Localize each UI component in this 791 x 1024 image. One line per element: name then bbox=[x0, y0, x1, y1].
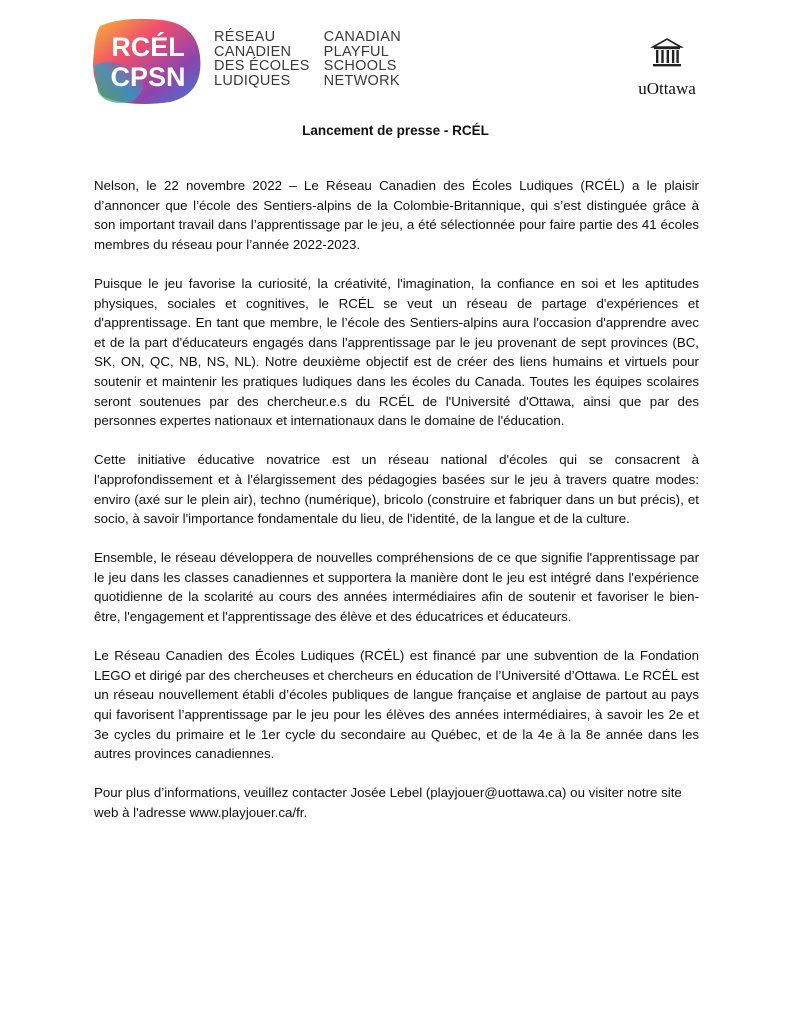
logo-en-line: CANADIAN bbox=[323, 29, 402, 45]
logo-english-name bbox=[324, 30, 401, 88]
uottawa-logo bbox=[627, 36, 707, 99]
logo-en-line: NETWORK bbox=[323, 72, 400, 89]
logo-en-line: PLAYFUL bbox=[323, 43, 390, 60]
logo-wordmark bbox=[214, 30, 401, 88]
logo-fr-line: LUDIQUES bbox=[214, 72, 291, 89]
logo-fr-line: RÉSEAU bbox=[214, 29, 276, 45]
page-header bbox=[92, 10, 707, 106]
paragraph-network-goals: Puisque le jeu favorise la curiosité, la créativité, l'imagination, la confiance en soi et les aptitudes physiques, sociales et cognitives, le RCÉL se veut un réseau de partage d'expériences et d'apprentissage. En tant que membre, le l’école des Sentiers-alpins aura l'occasion d'apprendre avec et de la part d'éducateurs engagés dans l'apprentissage par le jeu provenant de sept provinces (BC, SK, ON, QC, NB, NS, NL). Notre deuxième objectif est de créer des liens humains et virtuels pour soutenir et maintenir les pratiques ludiques dans les écoles du Canada. Toutes les équipes scolaires seront soutenues par des chercheur.e.s du RCÉL de l'Université d'Ottawa, ainsi que par des personnes expertes nationaux et internationaux dans le domaine de l'éducation. bbox=[94, 275, 699, 429]
university-name: uOttawa bbox=[638, 79, 696, 98]
paragraph-funding: Le Réseau Canadien des Écoles Ludiques (RCÉL) est financé par une subvention de la Fondation LEGO et dirigé par des chercheuses et chercheurs en éducation de l’Université d’Ottawa. Le RCÉL est un réseau nouvellement établi d’écoles publiques de langue française et anglaise de partout au pays qui favorisent l’apprentissage par le jeu pour les élèves des années intermédiaires, à savoir les 2e et 3e cycles du primaire et le 1er cycle du secondaire au Québec, et de la 4e à la 8e année dans les autres provinces canadiennes. bbox=[94, 648, 699, 762]
building-columns-icon bbox=[650, 36, 684, 70]
paragraph-contact: Pour plus d’informations, veuillez contacter Josée Lebel (playjouer@uottawa.ca) ou visiter notre site web à l'adresse www.playjouer.ca/fr. bbox=[94, 785, 682, 820]
page-title: Lancement de presse - RCÉL bbox=[302, 123, 489, 138]
paragraph-together: Ensemble, le réseau développera de nouvelles compréhensions de ce que signifie l'apprentissage par le jeu dans les classes canadiennes et supportera la manière dont le jeu est intégré dans l'expérience quotidienne de la scolarité au cours des années intermédiaires afin de soutenir et favoriser le bien-être, l'engagement et l'apprentissage des élève et des éducatrices et éducateurs. bbox=[94, 550, 699, 625]
logo-mark-line1: RCÉL bbox=[111, 32, 185, 62]
paragraph-intro: Nelson, le 22 novembre 2022 – Le Réseau Canadien des Écoles Ludiques (RCÉL) a le plaisir d’annoncer que l’école des Sentiers-alpins de la Colombie-Britannique, qui s’est distinguée grâce à son important travail dans l’apprentissage par le jeu, a été sélectionnée pour faire partie des 41 écoles membres du réseau pour l’année 2022-2023. bbox=[94, 178, 699, 252]
press-release-body bbox=[94, 176, 699, 842]
logo-fr-line: CANADIEN bbox=[214, 43, 292, 60]
logo-fr-line: DES ÉCOLES bbox=[214, 58, 310, 74]
paragraph-initiative: Cette initiative éducative novatrice est un réseau national d'écoles qui se consacrent à l'approfondissement et à l'élargissement des pédagogies basées sur le jeu à travers quatre modes: enviro (axé sur le plein air), techno (numérique), bricolo (construire et fabriquer dans un but précis), et socio, à savoir l'importance fondamentale du lieu, de l'identité, de la langue et de la culture. bbox=[94, 452, 699, 527]
logo-mark-line2: CPSN bbox=[110, 62, 186, 92]
logo-en-line: SCHOOLS bbox=[323, 58, 397, 74]
rcel-cpsn-logo bbox=[92, 16, 204, 104]
logo-french-name bbox=[214, 30, 310, 88]
